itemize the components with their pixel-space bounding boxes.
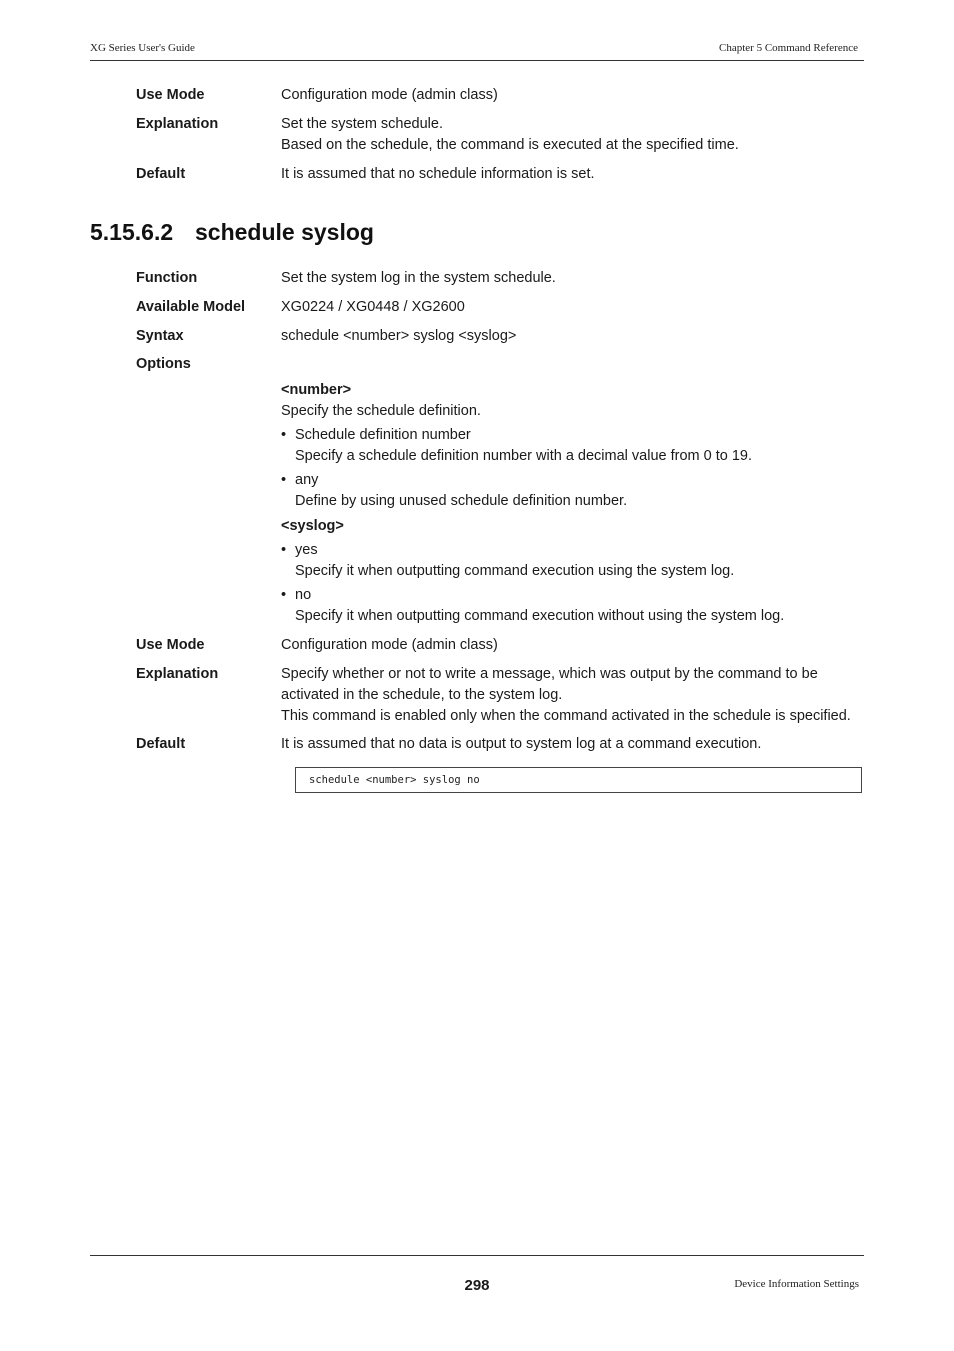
- prev-default-label: Default: [136, 166, 186, 182]
- bullet-icon: •: [281, 587, 287, 603]
- explanation-text: [281, 664, 881, 727]
- option-item-desc: Specify it when outputting command execution without using the system log.: [295, 608, 785, 624]
- syntax-value: schedule <number> syslog <syslog>: [281, 328, 517, 344]
- prev-explanation-text: [281, 114, 881, 156]
- explanation-line: Specify whether or not to write a message, which was output by the command to be: [281, 666, 818, 682]
- running-header-title: XG Series User's Guide: [90, 42, 195, 54]
- use-mode-label: Use Mode: [136, 637, 205, 653]
- option-item-desc: Specify it when outputting command execution using the system log.: [295, 563, 735, 579]
- use-mode-value: Configuration mode (admin class): [281, 637, 498, 653]
- prev-use-mode-label: Use Mode: [136, 87, 205, 103]
- option-syslog-name: <syslog>: [281, 518, 344, 534]
- prev-explanation-line: Based on the schedule, the command is executed at the specified time.: [281, 137, 739, 153]
- footer-rule: [90, 1255, 864, 1256]
- footer-section-name: Device Information Settings: [734, 1278, 859, 1290]
- section-number: 5.15.6.2: [90, 219, 174, 245]
- prev-explanation-line: Set the system schedule.: [281, 116, 443, 132]
- section-heading: [90, 219, 374, 246]
- bullet-icon: •: [281, 542, 287, 558]
- function-value: Set the system log in the system schedule.: [281, 270, 556, 286]
- running-header-chapter: Chapter 5 Command Reference: [719, 42, 858, 54]
- default-label: Default: [136, 736, 186, 752]
- bullet-icon: •: [281, 427, 287, 443]
- bullet-icon: •: [281, 472, 287, 488]
- option-item-title: any: [295, 472, 319, 488]
- prev-use-mode-value: Configuration mode (admin class): [281, 87, 498, 103]
- option-item-desc: Define by using unused schedule definition number.: [295, 493, 628, 509]
- option-number-desc: Specify the schedule definition.: [281, 403, 481, 419]
- explanation-label: Explanation: [136, 666, 219, 682]
- prev-explanation-label: Explanation: [136, 116, 219, 132]
- function-label: Function: [136, 270, 198, 286]
- prev-default-value: It is assumed that no schedule information is set.: [281, 166, 595, 182]
- model-value: XG0224 / XG0448 / XG2600: [281, 299, 465, 315]
- explanation-line: activated in the schedule, to the system log.: [281, 687, 563, 703]
- syntax-label: Syntax: [136, 328, 184, 344]
- section-title: schedule syslog: [195, 219, 374, 245]
- option-item-title: yes: [295, 542, 318, 558]
- option-item-desc: Specify a schedule definition number with a decimal value from 0 to 19.: [295, 448, 752, 464]
- header-rule: [90, 60, 864, 61]
- option-number-name: <number>: [281, 382, 352, 398]
- option-item-title: Schedule definition number: [295, 427, 471, 443]
- default-value: It is assumed that no data is output to system log at a command execution.: [281, 736, 762, 752]
- model-label: Available Model: [136, 299, 246, 315]
- option-item-title: no: [295, 587, 312, 603]
- page-number: 298: [464, 1277, 490, 1294]
- explanation-line: This command is enabled only when the command activated in the schedule is specified.: [281, 708, 851, 724]
- options-label: Options: [136, 356, 191, 372]
- default-code-example: schedule <number> syslog no: [295, 767, 862, 793]
